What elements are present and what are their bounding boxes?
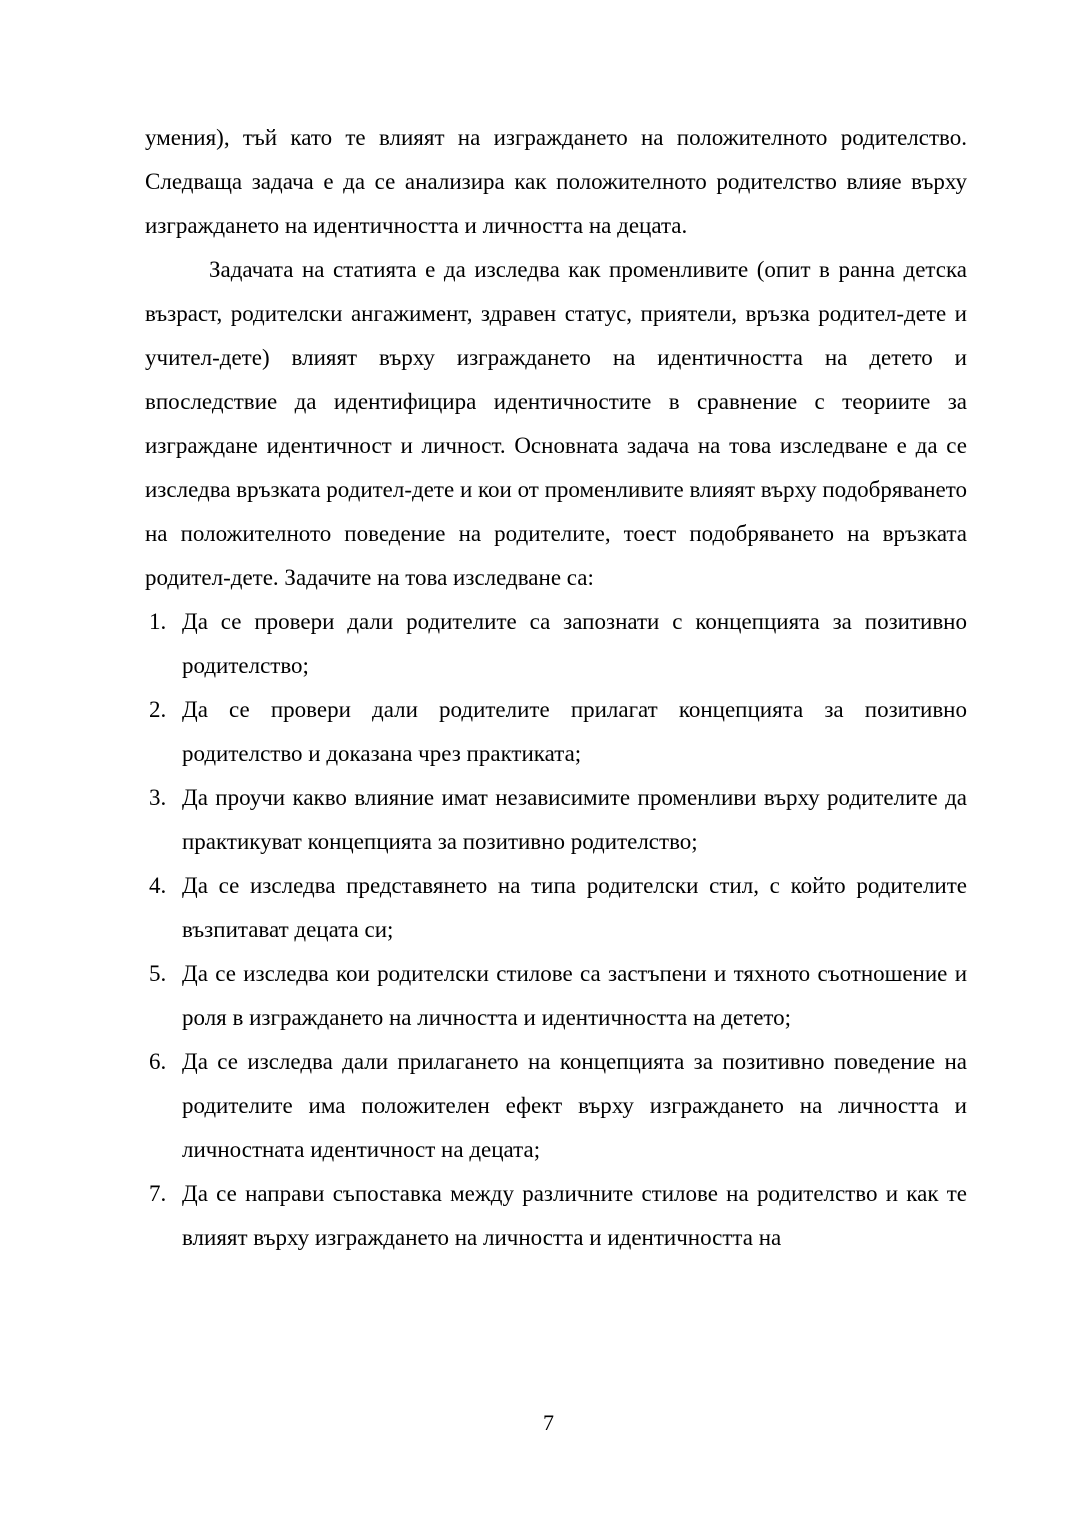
list-item-text: Да се изследва дали прилагането на концепцията за позитивно поведение на родителите има положителен ефект върху изграждането на личността и личностната идентичност на децата; xyxy=(182,1049,967,1162)
list-item xyxy=(145,864,967,952)
list-item xyxy=(145,1172,967,1260)
list-item-number: 2. xyxy=(149,697,167,722)
list-item-text: Да се направи съпоставка между различните стилове на родителство и как те влияят върху изграждането на личността и идентичността на xyxy=(182,1181,967,1250)
list-item-text: Да се провери дали родителите са запознати с концепцията за позитивно родителство; xyxy=(182,609,967,678)
list-item-number: 4. xyxy=(149,873,167,898)
list-item-text: Да проучи какво влияние имат независимите променливи върху родителите да практикуват концепцията за позитивно родителство; xyxy=(182,785,967,854)
research-tasks-list xyxy=(145,600,967,1260)
list-item-number: 3. xyxy=(149,785,167,810)
list-item-text: Да се провери дали родителите прилагат концепцията за позитивно родителство и доказана чрез практиката; xyxy=(182,697,967,766)
document-page xyxy=(145,116,967,1260)
list-item-text: Да се изследва кои родителски стилове са застъпени и тяхното съотношение и роля в изграждането на личността и идентичността на детето; xyxy=(182,961,967,1030)
list-item-number: 6. xyxy=(149,1049,167,1074)
list-item-number: 5. xyxy=(149,961,167,986)
list-item xyxy=(145,952,967,1040)
paragraph-continuation: умения), тъй като те влияят на изграждането на положителното родителство. Следваща задача е да се анализира как положителното родителство влияе върху изграждането на идентичността и личността на децата. xyxy=(145,125,967,238)
list-item-text: Да се изследва представянето на типа родителски стил, с който родителите възпитават децата си; xyxy=(182,873,967,942)
list-item xyxy=(145,1040,967,1172)
list-item-number: 1. xyxy=(149,609,167,634)
page-number: 7 xyxy=(543,1410,554,1435)
list-item xyxy=(145,776,967,864)
list-item xyxy=(145,600,967,688)
list-item-number: 7. xyxy=(149,1181,167,1206)
list-item xyxy=(145,688,967,776)
paragraph-research-aim: Задачата на статията е да изследва как променливите (опит в ранна детска възраст, родителски ангажимент, здравен статус, приятели, връзка родител-дете и учител-дете) влияят върху изграждането на идентичността на детето и впоследствие да идентифицира идентичностите в сравнение с теориите за изграждане идентичност и личност. Основната задача на това изследване е да се изследва връзката родител-дете и кои от променливите влияят върху подобряването на положителното поведение на родителите, тоест подобряването на връзката родител-дете. Задачите на това изследване са: xyxy=(145,257,967,590)
